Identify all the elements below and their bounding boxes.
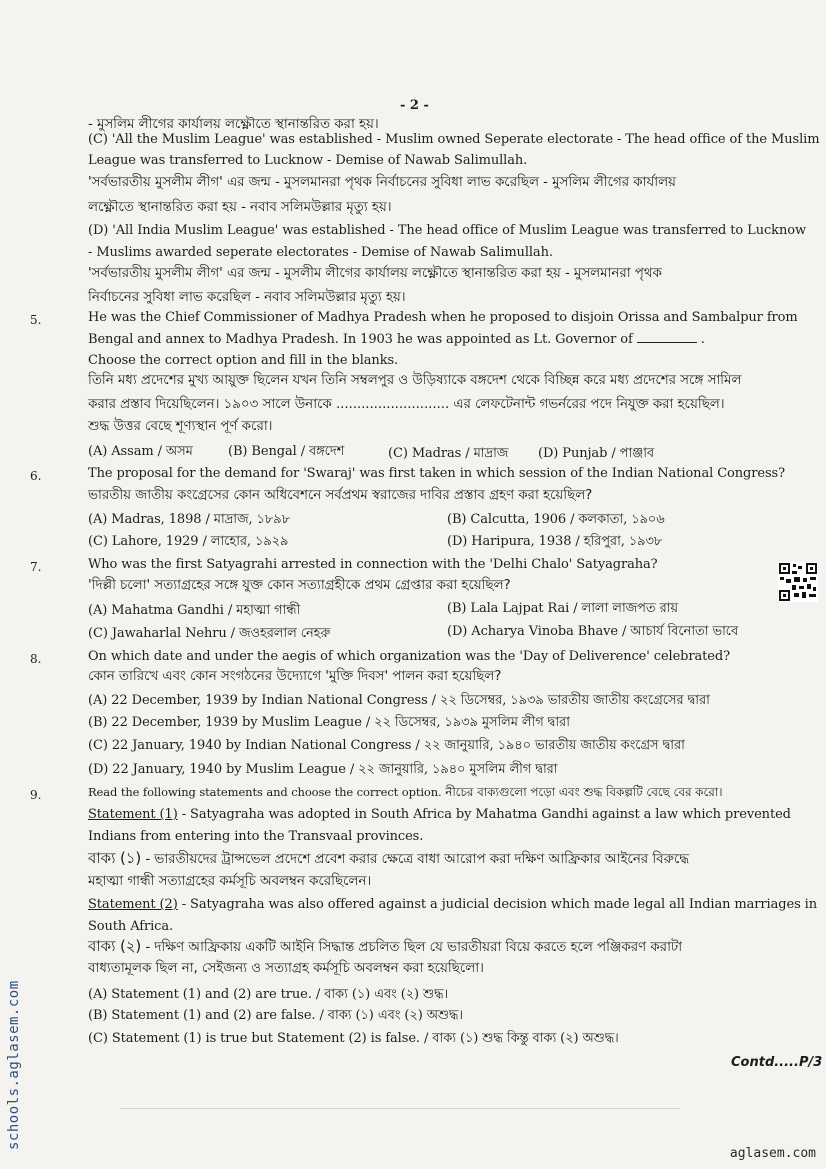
text-line: 'সর্বভারতীয় মুসলীম লীগ' এর জন্ম - মুসলীম লীগের কার্যালয় লক্ষ্ণৌতে স্থানান্তরিত করা হয় - মুসলমানরা পৃথক xyxy=(88,265,662,281)
question-number: 8. xyxy=(30,652,42,666)
text-line: - Muslims awarded seperate electorates - Demise of Nawab Salimullah. xyxy=(88,245,553,260)
question-text: Who was the first Satyagrahi arrested in connection with the 'Delhi Chalo' Satyagraha? xyxy=(88,557,658,572)
option-c: (C) Lahore, 1929 / লাহোর, ১৯২৯ xyxy=(88,534,289,549)
option-d: (D) 22 January, 1940 by Muslim League / ২২ জানুয়ারি, ১৯৪০ মুসলিম লীগ দ্বারা xyxy=(88,762,558,777)
fill-blank xyxy=(637,331,697,343)
text-line: League was transferred to Lucknow - Demise of Nawab Salimullah. xyxy=(88,153,528,168)
option-a: (A) Statement (1) and (2) are true. / বাক্য (১) এবং (২) শুদ্ধ। xyxy=(88,987,449,1002)
statement-label-bengali: বাক্য (২) xyxy=(88,937,142,955)
question-text xyxy=(88,331,705,348)
statement-1-cont: Indians from entering into the Transvaal provinces. xyxy=(88,829,424,844)
option-b: (B) Bengal / বঙ্গদেশ xyxy=(228,444,345,459)
option-b: (B) Calcutta, 1906 / কলকাতা, ১৯০৬ xyxy=(447,512,665,527)
question-number: 7. xyxy=(30,560,42,574)
question-text-part: . xyxy=(700,332,705,347)
statement-label: Statement (1) xyxy=(88,807,178,822)
option-c: (C) Madras / মাদ্রাজ xyxy=(388,446,509,461)
question-text-bengali: তিনি মধ্য প্রদেশের মুখ্য আয়ুক্ত ছিলেন যখন তিনি সম্বলপুর ও উড়িষ্যাকে বঙ্গদেশ থেকে বিচ্ছিন্ন করে মধ্য প্রদেশের সঙ্গে সামিল xyxy=(88,372,742,388)
statement-2-bengali xyxy=(88,938,682,956)
question-text: He was the Chief Commissioner of Madhya Pradesh when he proposed to disjoin Orissa and Sambalpur from xyxy=(88,310,798,325)
option-a: (A) Madras, 1898 / মাদ্রাজ, ১৮৯৮ xyxy=(88,512,290,527)
question-text: The proposal for the demand for 'Swaraj' was first taken in which session of the Indian National Congress? xyxy=(88,466,785,481)
continued-label: Contd.....P/3 xyxy=(731,1055,823,1070)
question-instruction-bengali: শুদ্ধ উত্তর বেছে শূণ্যস্থান পূর্ণ করো। xyxy=(88,418,273,434)
question-text-part: Bengal and annex to Madhya Pradesh. In 1903 he was appointed as Lt. Governor of xyxy=(88,332,633,347)
question-text-bengali: নীচের বাক্যগুলো পড়ো এবং শুদ্ধ বিকল্পটি বেছে বের করো। xyxy=(445,785,723,799)
question-number: 5. xyxy=(30,313,42,327)
statement-2 xyxy=(88,896,817,913)
statement-label: Statement (2) xyxy=(88,897,178,912)
option-c: (C) Jawaharlal Nehru / জওহরলাল নেহরু xyxy=(88,626,331,641)
text-line: নির্বাচনের সুবিধা লাভ করেছিল - নবাব সলিমউল্লার মৃত্যু হয়। xyxy=(88,289,406,305)
option-b: (B) Statement (1) and (2) are false. / বাক্য (১) এবং (২) অশুদ্ধ। xyxy=(88,1008,463,1023)
text-line: (C) 'All the Muslim League' was established - Muslim owned Seperate electorate - The head office of the Muslim xyxy=(88,132,820,147)
question-text xyxy=(88,784,722,801)
question-text: On which date and under the aegis of which organization was the 'Day of Deliverence' celebrated? xyxy=(88,649,730,664)
footer-watermark: aglasem.com xyxy=(729,1146,816,1161)
question-text-bengali: 'দিল্লী চলো' সত্যাগ্রহের সঙ্গে যুক্ত কোন সত্যাগ্রহীকে প্রথম গ্রেপ্তার করা হয়েছিল? xyxy=(88,577,511,593)
page-number: - 2 - xyxy=(400,98,429,113)
text-line: লক্ষ্ণৌতে স্থানান্তরিত করা হয় - নবাব সলিমউল্লার মৃত্যু হয়। xyxy=(88,199,392,215)
option-c: (C) 22 January, 1940 by Indian National Congress / ২২ জানুয়ারি, ১৯৪০ ভারতীয় জাতীয় কংগ্রেস দ্বারা xyxy=(88,738,685,753)
text-line: 'সর্বভারতীয় মুসলীম লীগ' এর জন্ম - মুসলমানরা পৃথক নির্বাচনের সুবিধা লাভ করেছিল - মুসলিম লীগের কার্যালয় xyxy=(88,174,676,190)
question-text-bengali: করার প্রস্তাব দিয়েছিলেন। ১৯০৩ সালে উনাকে ........................... এর লেফটেনান্ট গভর্নরের পদে নিযুক্ত করা হয়েছিল। xyxy=(88,396,725,412)
option-d: (D) Acharya Vinoba Bhave / আচার্য বিনোতা ভাবে xyxy=(447,624,739,639)
statement-1-bengali-cont: মহাত্মা গান্ধী সত্যাগ্রহের কর্মসূচি অবলম্বন করেছিলেন। xyxy=(88,873,372,889)
option-b: (B) 22 December, 1939 by Muslim League / ২২ ডিসেম্বর, ১৯৩৯ মুসলিম লীগ দ্বারা xyxy=(88,715,570,730)
statement-2-bengali-cont: বাধ্যতামূলক ছিল না, সেইজন্য ও সত্যাগ্রহ কর্মসূচি অবলম্বন করা হয়েছিলো। xyxy=(88,960,484,976)
option-a: (A) Assam / অসম xyxy=(88,444,193,459)
question-text-bengali: কোন তারিখে এবং কোন সংগঠনের উদ্যোগে 'মুক্তি দিবস' পালন করা হয়েছিল? xyxy=(88,668,502,684)
text-line: (D) 'All India Muslim League' was established - The head office of Muslim League was transferred to Lucknow xyxy=(88,223,806,238)
question-text-bengali: ভারতীয় জাতীয় কংগ্রেসের কোন অধিবেশনে সর্বপ্রথম স্বরাজের দাবির প্রস্তাব গ্রহণ করা হয়েছিল? xyxy=(88,487,593,503)
statement-text-bengali: - দক্ষিণ আফ্রিকায় একটি আইনি সিদ্ধান্ত প্রচলিত ছিল যে ভারতীয়রা বিয়ে করতে হলে পঞ্জিকরণ করাটা xyxy=(141,939,683,955)
statement-label-bengali: বাক্য (১) xyxy=(88,849,142,867)
qr-code-icon xyxy=(778,562,818,602)
option-c: (C) Statement (1) is true but Statement (2) is false. / বাক্য (১) শুদ্ধ কিন্তু বাক্য (২) অশুদ্ধ। xyxy=(88,1031,619,1046)
side-watermark: schools.aglasem.com xyxy=(6,980,22,1150)
statement-text-bengali: - ভারতীয়দের ট্রান্সভেল প্রদেশে প্রবেশ করার ক্ষেত্রে বাধা আরোপ করা দক্ষিণ আফ্রিকার আইনের বিরুদ্ধে xyxy=(141,851,690,867)
text-line: - মুসলিম লীগের কার্যালয় লক্ষ্ণৌতে স্থানান্তরিত করা হয়। xyxy=(88,116,379,132)
question-text-part: Read the following statements and choose the correct option. xyxy=(88,785,442,799)
option-a: (A) 22 December, 1939 by Indian National Congress / ২২ ডিসেম্বর, ১৯৩৯ ভারতীয় জাতীয় কংগ্রেসের দ্বারা xyxy=(88,693,710,708)
question-number: 9. xyxy=(30,788,42,802)
statement-1 xyxy=(88,806,791,823)
question-instruction: Choose the correct option and fill in the blanks. xyxy=(88,353,399,368)
statement-text: - Satyagraha was also offered against a judicial decision which made legal all Indian marriages in xyxy=(177,897,817,912)
option-d: (D) Punjab / পাঞ্জাব xyxy=(538,446,655,461)
question-number: 6. xyxy=(30,469,42,483)
option-b: (B) Lala Lajpat Rai / লালা লাজপত রায় xyxy=(447,601,678,616)
option-d: (D) Haripura, 1938 / হরিপুরা, ১৯৩৮ xyxy=(447,534,663,549)
scan-artifact xyxy=(120,1108,680,1109)
statement-1-bengali xyxy=(88,850,689,868)
option-a: (A) Mahatma Gandhi / মহাত্মা গান্ধী xyxy=(88,603,301,618)
statement-2-cont: South Africa. xyxy=(88,919,174,934)
statement-text: - Satyagraha was adopted in South Africa by Mahatma Gandhi against a law which prevented xyxy=(177,807,791,822)
